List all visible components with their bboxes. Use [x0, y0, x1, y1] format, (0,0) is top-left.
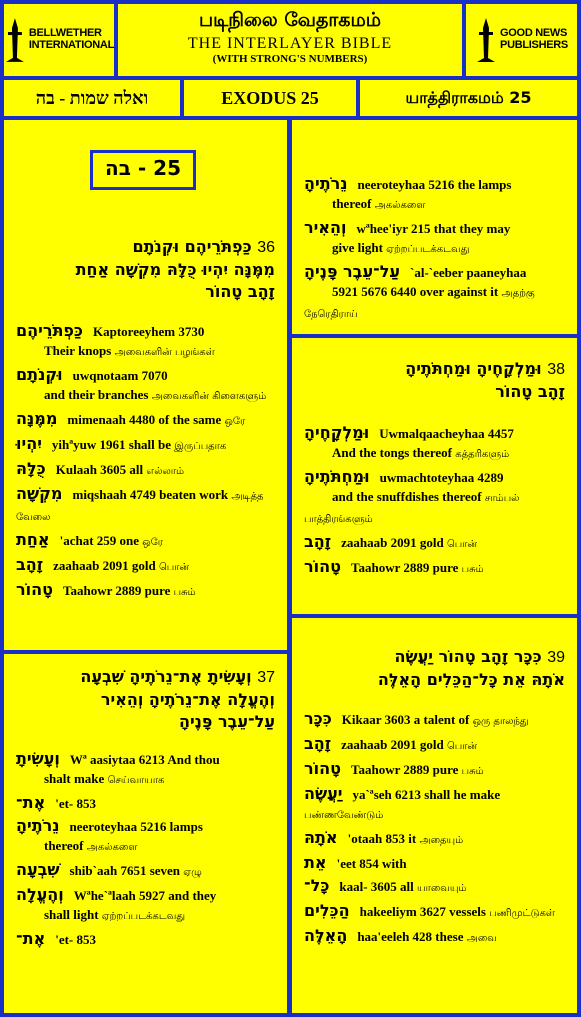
verse-39-hebrew: [292, 646, 577, 691]
hebrew-word: זָהָב: [16, 555, 44, 574]
word-entry: [292, 876, 577, 898]
transliteration: haa'eeleh 428 these: [357, 929, 464, 944]
hebrew-line: וְהֶעֱלָה אֶת־נֵרֹתֶיהָ וְהֵאִיר: [100, 690, 275, 709]
transliteration: uwqnotaam 7070: [72, 368, 168, 383]
transliteration: Kaptoreeyhem 3730: [93, 324, 205, 339]
transliteration: Kulaah 3605 all: [55, 462, 144, 477]
tamil-gloss: பொன்: [446, 741, 478, 752]
tamil-gloss: ஒரே: [142, 537, 163, 548]
transliteration: mimenaah 4480 of the same: [67, 412, 222, 427]
transliteration: shib`aah 7651 seven: [69, 863, 181, 878]
hebrew-word: כִּכָּר: [304, 709, 332, 728]
tamil-gloss: ஒரு தாலந்து: [472, 716, 529, 727]
hebrew-word: אֵת: [304, 853, 327, 872]
word-entry: [292, 532, 577, 554]
bellwether-logo: [4, 4, 114, 76]
tamil-gloss: அவைகளின் பழங்கள்: [114, 347, 215, 358]
hebrew-line: עַל־עֵבֶר פָּנֶיהָ: [178, 712, 275, 731]
hebrew-line: וּמַלְקָחֶיהָ וּמַחְתֹּתֶיהָ: [405, 359, 542, 378]
word-entry: [4, 434, 287, 456]
word-entry: [292, 423, 577, 464]
hebrew-word: יַעֲשֶׂה: [304, 784, 343, 803]
word-entry: [4, 530, 287, 552]
english-gloss: give light: [332, 240, 383, 255]
tamil-gloss: இருப்பதாக: [174, 441, 227, 452]
hebrew-line: כִּכָּר זָהָב טָהוֹר יַעֲשֶׂה: [394, 647, 542, 666]
verse-36-panel: [4, 120, 287, 650]
tower-icon: [475, 18, 497, 62]
word-entry: [4, 860, 287, 882]
transliteration: neeroteyhaa 5216 lamps: [69, 819, 203, 834]
verse-37-continued-panel: [292, 120, 577, 334]
transliteration: miqshaah 4749 beaten work: [72, 487, 229, 502]
tamil-gloss: பொன்: [446, 539, 478, 550]
tamil-gloss: பசும்: [461, 564, 484, 575]
hebrew-word: יִהְיוּ: [16, 434, 42, 453]
word-entry: [4, 409, 287, 431]
word-entry: [292, 784, 577, 825]
word-entry: [292, 557, 577, 579]
tamil-gloss: ஒரே: [224, 416, 246, 427]
logo-right-line1: GOOD NEWS: [500, 27, 568, 40]
tamil-gloss: அதற்கு நேரெதிராய்: [304, 288, 535, 320]
transliteration: 'otaah 853 it: [347, 831, 417, 846]
transliteration: zaahaab 2091 gold: [341, 535, 444, 550]
hebrew-word: וּקְנֹתָם: [16, 365, 63, 384]
verse-number: 39: [547, 649, 565, 666]
word-entry: [4, 793, 287, 813]
hebrew-word: מִמֶּנָּה: [16, 409, 58, 428]
transliteration: Wª aasiytaa 6213 And thou: [69, 752, 220, 767]
word-entry: [4, 885, 287, 926]
transliteration: 'et- 853: [55, 932, 97, 947]
transliteration: zaahaab 2091 gold: [53, 558, 156, 573]
english-gloss: thereof: [332, 196, 372, 211]
book-english-text: EXODUS 25: [221, 87, 319, 108]
tamil-gloss: சாம்பல் பாத்திரங்களும்: [304, 493, 520, 525]
word-entry: [292, 853, 577, 873]
transliteration: 'achat 259 one: [59, 533, 140, 548]
hebrew-word: אֶת־: [16, 793, 46, 812]
book-tamil-text: யாத்திராகமம் 25: [405, 87, 532, 107]
hebrew-word: וּמַלְקָחֶיהָ: [304, 423, 370, 442]
tamil-gloss: அவை: [466, 933, 497, 944]
tamil-gloss: அவைகளின் கிளைகளும்: [151, 391, 267, 402]
book-tamil: [360, 80, 577, 116]
hebrew-line: כַּפְתֹּרֵיהֶם וּקְנֹתָם: [132, 237, 252, 256]
word-entry: [292, 218, 577, 259]
word-entry: [4, 459, 287, 481]
verse-number: 36: [257, 239, 275, 256]
english-gloss: and the snuffdishes thereof: [332, 489, 482, 504]
word-entry: [292, 467, 577, 529]
word-entry: [4, 816, 287, 857]
hebrew-word: אַחַת: [16, 530, 50, 549]
tamil-gloss: அகல்களை: [86, 842, 138, 853]
word-entry: [4, 580, 287, 602]
hebrew-line: זָהָב טָהוֹר: [495, 382, 565, 401]
word-entry: [4, 321, 287, 362]
hebrew-line: אֹתָהּ אֵת כָּל־הַכֵּלִים הָאֵלֶּה: [377, 670, 565, 689]
english-gloss: And the tongs thereof: [332, 445, 453, 460]
transliteration: zaahaab 2091 gold: [341, 737, 444, 752]
tamil-gloss: அதையும்: [419, 835, 464, 846]
hebrew-word: כַּפְתֹּרֵיהֶם: [16, 321, 83, 340]
title-box: [118, 4, 462, 76]
hebrew-word: שִׁבְעָה: [16, 860, 60, 879]
hebrew-word: הַכֵּלִים: [304, 901, 350, 920]
tamil-gloss: ஏற்றப்படக்கடவது: [386, 244, 470, 255]
logo-left-line1: BELLWETHER: [28, 27, 102, 40]
transliteration: wªhee'iyr 215 that they may: [356, 221, 511, 236]
word-entry: [4, 484, 287, 527]
hebrew-word: וְהֶעֱלָה: [16, 885, 64, 904]
word-entry: [292, 926, 577, 948]
transliteration: Uwmalqaacheyhaa 4457: [379, 426, 514, 441]
hebrew-line: זָהָב טָהוֹר: [205, 282, 275, 301]
subtitle: (WITH STRONG'S NUMBERS): [212, 53, 368, 65]
word-entry: [4, 365, 287, 406]
hebrew-word: עַל־עֵבֶר פָּנֶיהָ: [304, 262, 401, 281]
tamil-gloss: யாவையும்: [417, 883, 467, 894]
hebrew-word: כָּל־: [304, 876, 330, 895]
hebrew-word: מִקְשָׁה: [16, 484, 63, 503]
word-entry: [292, 262, 577, 324]
tamil-gloss: பசும்: [173, 587, 196, 598]
transliteration: Taahowr 2889 pure: [350, 762, 459, 777]
verse-37-hebrew: [4, 666, 287, 733]
verse-38-panel: [292, 338, 577, 614]
hebrew-word: זָהָב: [304, 532, 332, 551]
tamil-gloss: பணிமுட்டுகள்: [489, 908, 555, 919]
word-entry: [4, 555, 287, 577]
tamil-gloss: அகல்களை: [374, 200, 426, 211]
english-gloss: Their knops: [44, 343, 112, 358]
transliteration: Kikaar 3603 a talent of: [341, 712, 470, 727]
verse-number: 37: [257, 669, 275, 686]
verse-38-hebrew: [292, 358, 577, 403]
hebrew-word: וְעָשִׂיתָ: [16, 749, 60, 768]
word-entry: [292, 901, 577, 923]
logo-left-line2: INTERNATIONAL: [28, 39, 114, 51]
word-entry: [292, 709, 577, 731]
transliteration: ya`ªseh 6213 shall he make: [352, 787, 501, 802]
tower-icon: [4, 18, 26, 62]
transliteration: 'eet 854 with: [336, 856, 407, 871]
verse-37-panel: [4, 654, 287, 1013]
word-entry: [292, 759, 577, 781]
chapter-label: 25 - בה: [90, 150, 196, 190]
hebrew-word: טָהוֹר: [304, 557, 341, 576]
tamil-gloss: கத்தரிகளும்: [455, 449, 510, 460]
tamil-gloss: ஏழு: [183, 867, 202, 878]
book-hebrew: [4, 80, 180, 116]
hebrew-line: מִמֶּנָּה יִהְיוּ כֻּלָּהּ מִקְשָׁה אַחַת: [75, 260, 275, 279]
english-gloss: and their branches: [44, 387, 149, 402]
verse-number: 38: [547, 361, 565, 378]
hebrew-line: וְעָשִׂיתָ אֶת־נֵרֹתֶיהָ שִׁבְעָה: [80, 667, 252, 686]
transliteration: Taahowr 2889 pure: [350, 560, 459, 575]
tamil-gloss: பசும்: [461, 766, 484, 777]
transliteration: 'et- 853: [55, 796, 97, 811]
transliteration: `al-`eeber paaneyhaa: [410, 265, 527, 280]
transliteration: Wªhe`ªlaah 5927 and they: [73, 888, 217, 903]
transliteration: uwmachtoteyhaa 4289: [379, 470, 504, 485]
tamil-gloss: செய்வாயாக: [107, 775, 165, 786]
good-news-logo: [466, 4, 577, 76]
tamil-gloss: ஏற்றப்படக்கடவது: [101, 911, 186, 922]
book-english: [184, 80, 356, 116]
transliteration: hakeeliym 3627 vessels: [359, 904, 486, 919]
transliteration: yihªyuw 1961 shall be: [51, 437, 172, 452]
english-gloss: shalt make: [44, 771, 105, 786]
hebrew-word: הָאֵלֶּה: [304, 926, 348, 945]
book-hebrew-text: ואלה שמות - בה: [35, 87, 149, 108]
word-entry: [292, 174, 577, 215]
verse-36-hebrew: [4, 236, 287, 303]
word-entry: [292, 734, 577, 756]
hebrew-word: וְהֵאִיר: [304, 218, 347, 237]
english-gloss: shall light: [44, 907, 99, 922]
transliteration: kaal- 3605 all: [339, 879, 414, 894]
hebrew-word: אֹתָהּ: [304, 828, 338, 847]
hebrew-word: כֻּלָּהּ: [16, 459, 46, 478]
logo-right-line2: PUBLISHERS: [500, 39, 568, 51]
transliteration: Taahowr 2889 pure: [62, 583, 171, 598]
tamil-gloss: பொன்: [158, 562, 190, 573]
title-english: THE INTERLAYER BIBLE: [187, 35, 393, 52]
hebrew-word: טָהוֹר: [304, 759, 341, 778]
hebrew-word: אֶת־: [16, 929, 46, 948]
english-gloss: thereof: [44, 838, 84, 853]
transliteration: neeroteyhaa 5216 the lamps: [357, 177, 512, 192]
word-entry: [4, 749, 287, 790]
hebrew-word: נֵרֹתֶיהָ: [304, 174, 348, 193]
hebrew-word: זָהָב: [304, 734, 332, 753]
word-entry: [292, 828, 577, 850]
verse-39-panel: [292, 618, 577, 1013]
hebrew-word: נֵרֹתֶיהָ: [16, 816, 60, 835]
hebrew-word: וּמַחְתֹּתֶיהָ: [304, 467, 370, 486]
tamil-gloss: பண்ணவேண்டும்: [304, 810, 384, 821]
hebrew-word: טָהוֹר: [16, 580, 53, 599]
title-tamil: படிநிலை வேதாகமம்: [198, 9, 382, 31]
english-gloss: 5921 5676 6440 over against it: [332, 284, 499, 299]
tamil-gloss: அடித்த வேலை: [16, 491, 264, 523]
word-entry: [4, 929, 287, 949]
tamil-gloss: எல்லாம்: [146, 466, 185, 477]
